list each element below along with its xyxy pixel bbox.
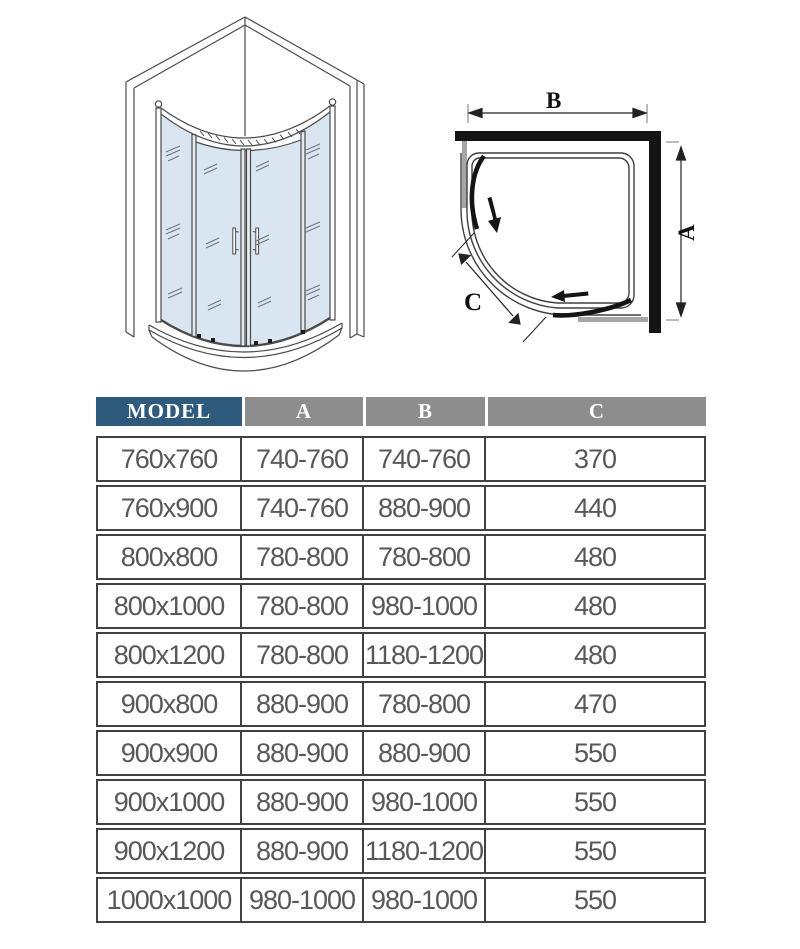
cell-model: 800x1200 [98,634,242,676]
cell-model: 900x1000 [98,781,242,823]
cell-model: 900x900 [98,732,242,774]
cell-c: 550 [573,786,617,817]
plan-profile-bottom [578,317,648,322]
cell-model: 1000x1000 [98,879,242,921]
cell-c: 550 [573,737,617,768]
post-knob-left [155,101,161,107]
cell-a: 980-1000 [242,879,364,921]
header-cell-model: MODEL [96,397,242,426]
table-row [96,828,706,874]
cell-b: 740-760 [364,438,486,480]
cell-model: 760x760 [98,438,242,480]
post-knob-right [329,99,335,105]
cell-c: 480 [573,541,617,572]
cell-a: 780-800 [242,536,364,578]
plan-tray-outline [461,153,641,315]
cell-c: 480 [573,590,617,621]
cell-c: 370 [573,443,617,474]
cell-a: 880-900 [242,830,364,872]
cell-model: 900x800 [98,683,242,725]
cell-a: 740-760 [242,487,364,529]
plan-label-b: B [546,88,562,113]
plan-label-a: A [674,224,699,241]
table-row [96,485,706,531]
isometric-view [126,17,364,371]
table-row [96,730,706,776]
cell-a: 740-760 [242,438,364,480]
dimension-c-extensions [452,233,546,342]
cell-b: 1180-1200 [364,634,486,676]
header-cell-a: A [245,397,363,426]
frame-divider-left [192,134,196,337]
header-cell-b: B [366,397,485,426]
table-row [96,632,706,678]
cell-a: 780-800 [242,585,364,627]
arrow-left [563,292,589,299]
cell-c: 440 [573,492,617,523]
door-stile-left [241,149,245,346]
cell-c: 470 [573,688,617,719]
cell-c: 550 [573,884,617,915]
plan-door-arc-top [472,156,484,229]
plan-view [452,88,699,342]
table-row [96,877,706,923]
cell-b: 780-800 [364,683,486,725]
cell-b: 780-800 [364,536,486,578]
plan-wall-right [649,131,661,333]
cell-b: 980-1000 [364,781,486,823]
cell-a: 780-800 [242,634,364,676]
cell-b: 1180-1200 [364,830,486,872]
spec-table-header [96,397,706,426]
drawings-svg [0,0,800,392]
table-row [96,436,706,482]
arrow-down [488,197,498,220]
cell-model: 760x900 [98,487,242,529]
door-handle-left [233,228,236,254]
spec-table [96,397,706,926]
table-row [96,779,706,825]
cell-b: 980-1000 [364,879,486,921]
frame-divider-right [301,131,305,334]
cell-b: 880-900 [364,732,486,774]
plan-wall-top [455,131,661,141]
cell-b: 980-1000 [364,585,486,627]
cell-model: 800x800 [98,536,242,578]
door-stile-right [247,149,251,346]
cell-b: 880-900 [364,487,486,529]
cell-a: 880-900 [242,732,364,774]
cell-a: 880-900 [242,781,364,823]
table-row [96,681,706,727]
table-row [96,534,706,580]
cell-model: 900x1200 [98,830,242,872]
header-cell-c: C [488,397,706,426]
plan-profile-left [462,141,467,208]
post-right [330,106,335,320]
cell-a: 880-900 [242,683,364,725]
cell-c: 550 [573,835,617,866]
cell-c: 480 [573,639,617,670]
table-row [96,583,706,629]
cell-model: 800x1000 [98,585,242,627]
plan-sliding-doors [472,156,631,315]
plan-label-c: C [464,289,483,316]
spec-table-body [96,436,706,923]
post-left [156,108,161,322]
